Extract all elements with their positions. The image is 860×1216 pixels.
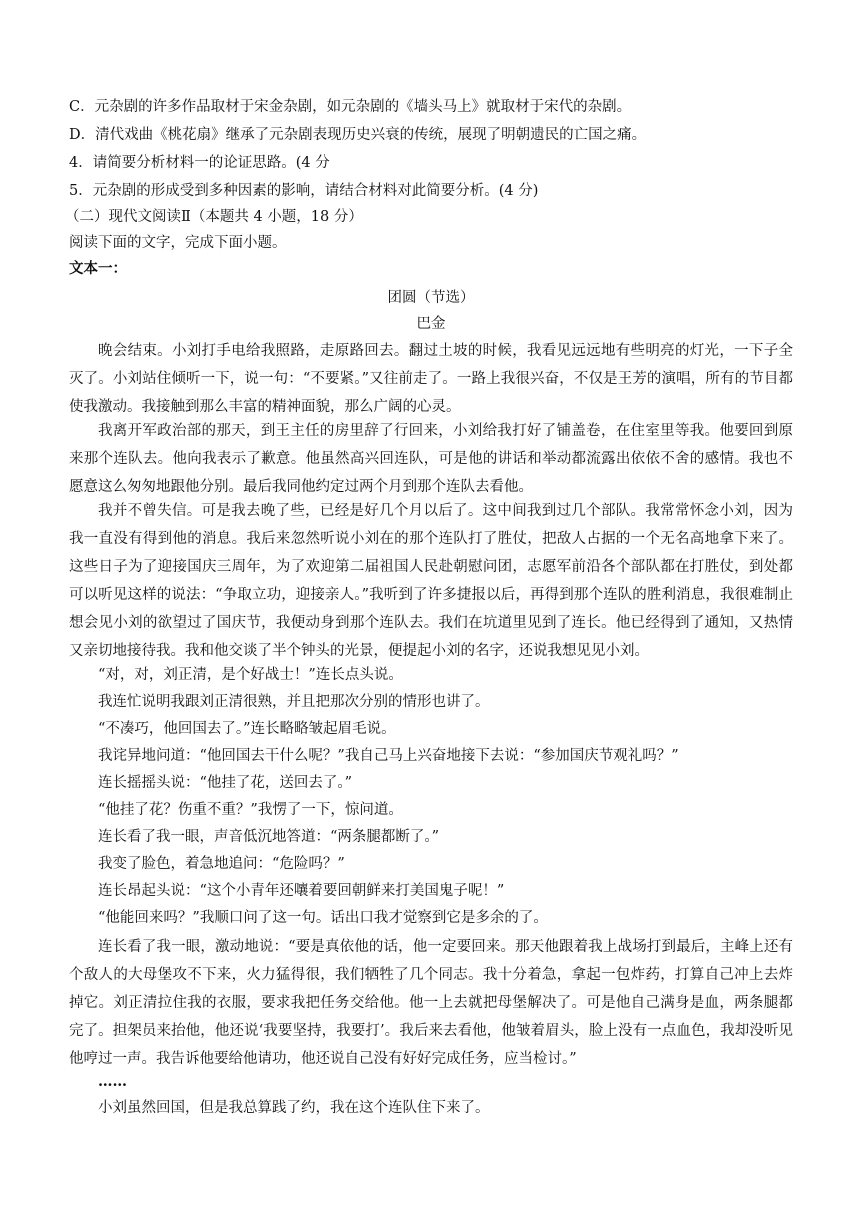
- section-heading: （二）现代文阅读Ⅱ（本题共 4 小题，18 分）: [65, 209, 363, 225]
- paragraph-long: 连长看了我一眼，激动地说：“要是真依他的话，他一定要回来。那天他跟着我上战场打到最后，主峰上还有个敌人的大母堡攻不下来，火力猛得很，我们牺牲了几个同志。我十分着急，拿起一包炸药，打算自己冲上去炸掉它。刘正清拉住我的衣服，要求我把任务交给他。他一上去就把母堡解决了。可是他自己满身是血，两条腿都完了。担架员来抬他，他还说‘我要坚持，我要打’。我后来去看他，他皱着眉头，脸上没有一点血色，我却没听见他哼过一声。我告诉他要给他请功，他还说自己没有好好完成任务，应当检讨。”: [69, 939, 793, 1067]
- paragraph-2: 我离开军政治部的那天，到王主任的房里辞了行回来，小刘给我打好了铺盖卷，在住室里等我。他要回到原来那个连队去。他向我表示了歉意。他虽然高兴回连队，可是他的讲话和举动都流露出依依不舍的感情。我也不愿意这么匆匆地跟他分别。最后我同他约定过两个月到那个连队去看他。: [69, 423, 793, 495]
- dialog-line: “不凑巧，他回国去了。”连长略略皱起眉毛说。: [98, 721, 396, 737]
- section-instruction: 阅读下面的文字，完成下面小题。: [69, 235, 287, 251]
- dialog-line: 我变了脸色，着急地追问：“危险吗？”: [98, 856, 345, 872]
- dialog-line: “对，对，刘正清，是个好战士！”连长点头说。: [98, 667, 403, 683]
- paragraph-3: 我并不曾失信。可是我去晚了些，已经是好几个月以后了。这中间我到过几个部队。我常常怀念小刘，因为我一直没有得到他的消息。我后来忽然听说小刘在的那个连队打了胜仗，把敌人占据的一个无名高地拿下来了。这些日子为了迎接国庆三周年，为了欢迎第二届祖国人民赴朝慰问团，志愿军前沿各个部队都在打胜仗，到处都可以听见这样的说法：“争取立功，迎接亲人。”我听到了许多捷报以后，再得到那个连队的胜利消息，我很难制止想会见小刘的欲望过了国庆节，我便动身到那个连队去。我们在坑道里见到了连长。他已经得到了通知，又热情又亲切地接待我。我和他交谈了半个钟头的光景，便提起小刘的名字，还说我想见见小刘。: [69, 503, 793, 659]
- question-5: 5．元杂剧的形成受到多种因素的影响，请结合材料对此简要分析。(4 分): [69, 183, 539, 199]
- dialog-line: 我诧异地问道：“他回国去干什么呢？”我自己马上兴奋地接下去说：“参加国庆节观礼吗？”: [98, 748, 679, 764]
- article-author: 巴金: [416, 316, 446, 332]
- dialog-line: 连长昂起头说：“这个小青年还嚷着要回朝鲜来打美国鬼子呢！”: [98, 883, 505, 899]
- dialog-line: “他挂了花？伤重不重？”我愣了一下，惊问道。: [98, 802, 403, 818]
- option-c: C．元杂剧的许多作品取材于宋金杂剧，如元杂剧的《墙头马上》就取材于宋代的杂剧。: [69, 99, 632, 115]
- dialog-line: 连长摇摇头说：“他挂了花，送回去了。”: [98, 775, 353, 791]
- option-d: D．清代戏曲《桃花扇》继承了元杂剧表现历史兴衰的传统，展现了明朝遗民的亡国之痛。: [69, 127, 647, 143]
- dialog-line: 我连忙说明我跟刘正清很熟，并且把那次分别的情形也讲了。: [98, 694, 490, 710]
- question-4: 4．请简要分析材料一的论证思路。(4 分: [69, 155, 330, 171]
- text-label: 文本一：: [69, 260, 127, 277]
- article-title: 团圆（节选）: [387, 290, 475, 306]
- paragraph-1: 晚会结束。小刘打手电给我照路，走原路回去。翻过土坡的时候，我看见远远地有些明亮的灯光，一下子全灭了。小刘站住倾听一下，说一句：“不要紧。”又往前走了。一路上我很兴奋，不仅是王芳的演唱，所有的节目都使我激动。我接触到那么丰富的精神面貌，那么广阔的心灵。: [69, 343, 793, 415]
- dialog-line: “他能回来吗？”我顺口问了这一句。话出口我才觉察到它是多余的了。: [98, 910, 548, 926]
- dialog-line: 连长看了我一眼，声音低沉地答道：“两条腿都断了。”: [98, 829, 440, 845]
- ellipsis: ……: [98, 1073, 127, 1090]
- paragraph-final: 小刘虽然回国，但是我总算践了约，我在这个连队住下来了。: [98, 1100, 490, 1116]
